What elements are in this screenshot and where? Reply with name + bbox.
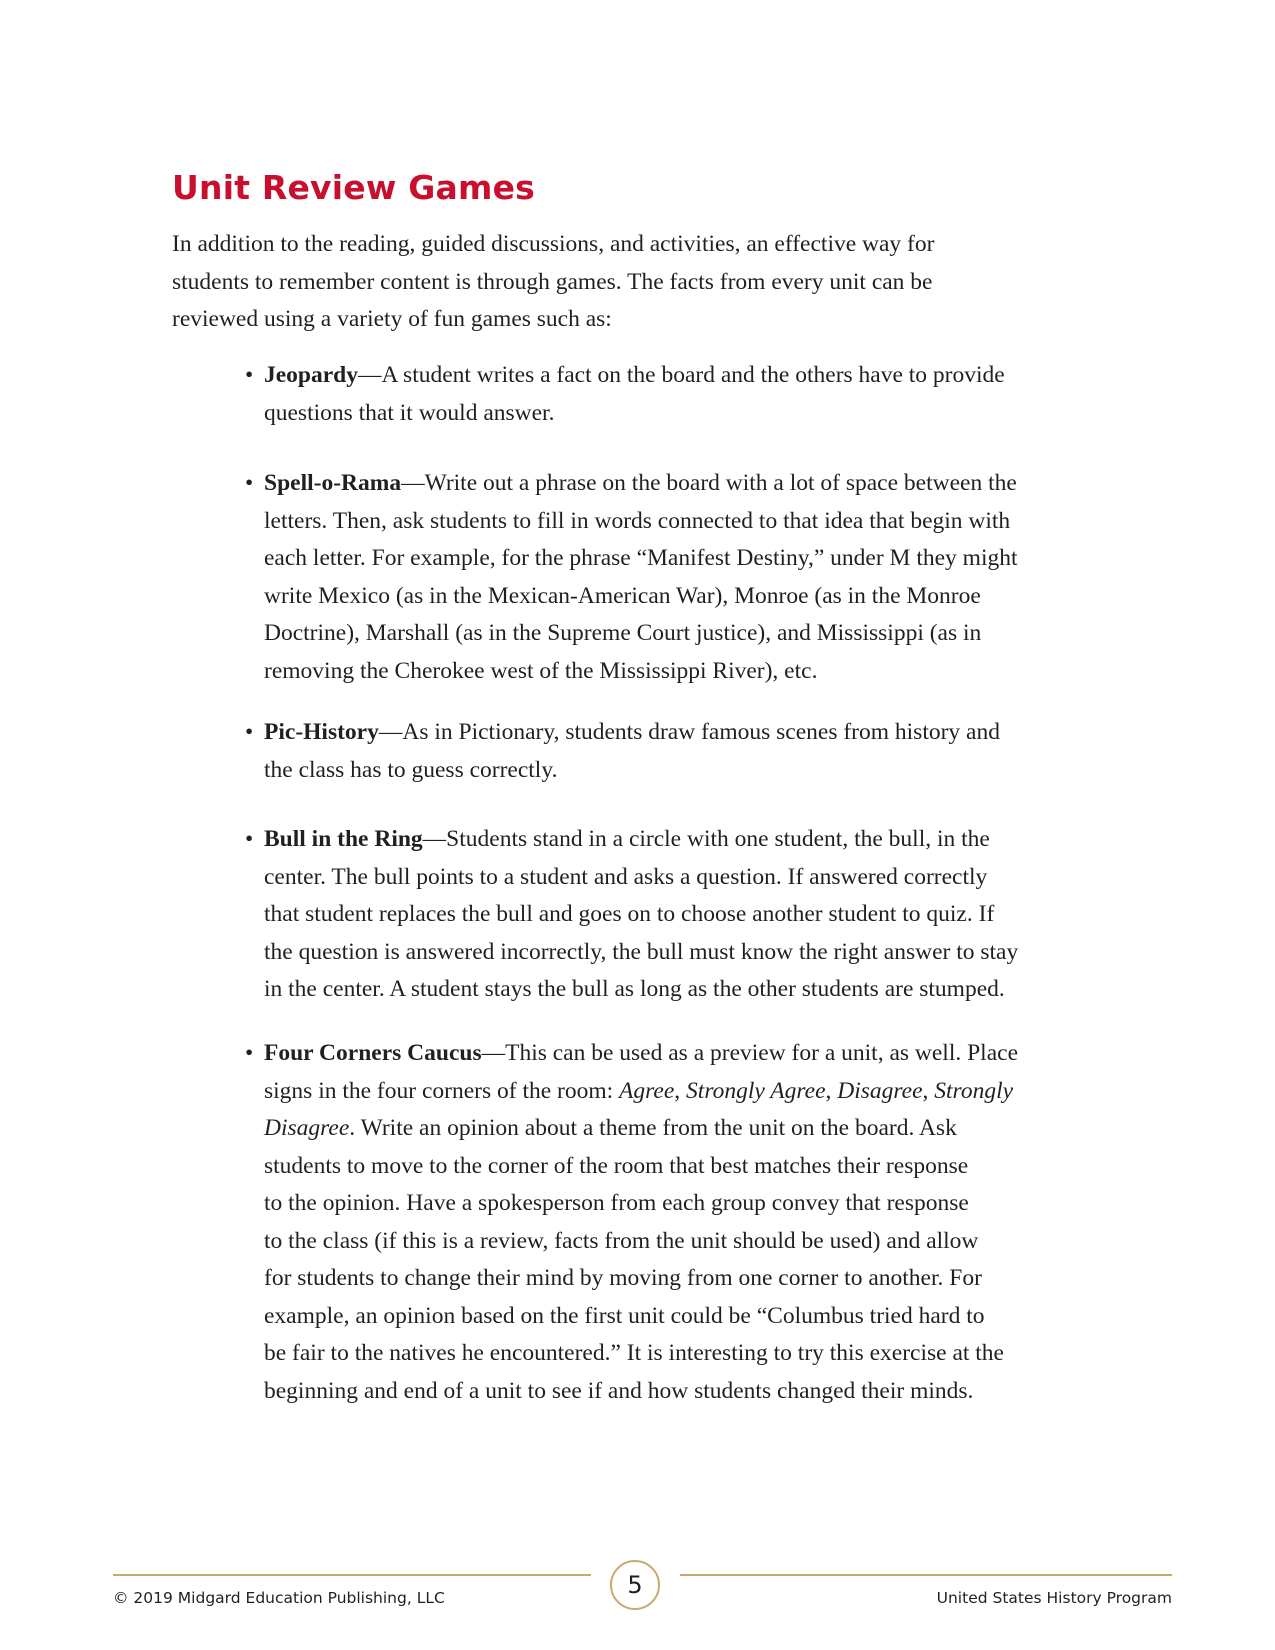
bullet: • [245,1040,254,1066]
game-line: be fair to the natives he encountered.” It is interesting to try this exercise at the [264,1340,1004,1366]
footer-program-title: United States History Program [936,1589,1172,1607]
page-number: 5 [610,1560,660,1610]
game-line: each letter. For example, for the phrase “Manifest Destiny,” under M they might [264,545,1018,571]
game-description [264,714,1125,789]
game-item-spell-o-rama [245,465,1125,690]
game-item-four-corners-caucus [245,1035,1125,1410]
game-name: Jeopardy [264,362,358,388]
footer-copyright: © 2019 Midgard Education Publishing, LLC [113,1589,445,1607]
game-line: beginning and end of a unit to see if and how students changed their minds. [264,1377,974,1404]
corner-sign: Disagree [837,1077,923,1104]
game-first-line [264,357,1125,395]
game-line: the class has to guess correctly. [264,756,558,783]
corner-sign: Strongly Agree [686,1077,826,1104]
corner-sign: Agree [619,1077,675,1104]
intro-line: reviewed using a variety of fun games such as: [172,306,612,332]
game-line: Doctrine), Marshall (as in the Supreme Court justice), and Mississippi (as in [264,620,982,646]
game-line: for students to change their mind by moving from one corner to another. For [264,1265,982,1291]
page-title: Unit Review Games [172,168,536,207]
game-description [264,465,1125,690]
game-line: write Mexico (as in the Mexican-American War), Monroe (as in the Monroe [264,582,981,609]
bullet: • [245,362,254,388]
game-name: Spell-o-Rama [264,470,402,496]
footer-divider-left [113,1574,591,1576]
game-description [264,357,1125,432]
game-line: center. The bull points to a student and asks a question. If answered correctly [264,863,988,890]
separator: , [825,1077,838,1104]
game-line: questions that it would answer. [264,399,555,426]
game-line: removing the Cherokee west of the Mississippi River), etc. [264,657,818,684]
game-item-bull-in-the-ring [245,821,1125,1009]
game-line: in the center. A student stays the bull as long as the other students are stumped. [264,976,1005,1002]
game-name: Pic-History [264,719,379,745]
game-name: Four Corners Caucus [264,1040,482,1066]
bullet: • [245,470,254,496]
intro-line: students to remember content is through games. The facts from every unit can be [172,268,933,295]
corner-sign: Strongly [934,1077,1014,1104]
game-text: —This can be used as a preview for a unit, as well. Place [481,1040,1018,1066]
game-line: to the class (if this is a review, facts from the unit should be used) and allow [264,1227,979,1254]
game-item-pic-history [245,714,1125,789]
game-first-line [264,1035,1125,1073]
game-text: signs in the four corners of the room: [264,1077,620,1104]
game-line: that student replaces the bull and goes on to choose another student to quiz. If [264,901,995,927]
game-description [264,821,1125,1009]
game-text: —Write out a phrase on the board with a lot of space between the [401,470,1017,496]
game-first-line [264,714,1125,752]
game-name: Bull in the Ring [264,826,423,852]
intro-paragraph [172,226,1072,339]
separator: , [674,1077,687,1104]
bullet: • [245,719,254,745]
game-line: example, an opinion based on the first unit could be “Columbus tried hard to [264,1302,985,1329]
game-text: . Write an opinion about a theme from the unit on the board. Ask [349,1115,957,1141]
footer-divider-right [680,1574,1172,1576]
game-line: letters. Then, ask students to fill in words connected to that idea that begin with [264,507,1011,534]
game-item-jeopardy [245,357,1125,432]
game-line: the question is answered incorrectly, the bull must know the right answer to stay [264,938,1019,965]
game-line [264,1110,1125,1148]
game-description [264,1035,1125,1410]
game-line: to the opinion. Have a spokesperson from each group convey that response [264,1190,969,1216]
game-first-line [264,465,1125,503]
corner-sign: Disagree [264,1115,350,1141]
intro-line: In addition to the reading, guided discussions, and activities, an effective way for [172,231,935,257]
game-text: —Students stand in a circle with one student, the bull, in the [422,826,990,852]
game-text: —A student writes a fact on the board and the others have to provide [358,362,1005,388]
separator: , [922,1077,935,1104]
game-text: —As in Pictionary, students draw famous scenes from history and [378,719,1000,745]
bullet: • [245,826,254,852]
game-line: students to move to the corner of the room that best matches their response [264,1152,969,1179]
game-first-line [264,821,1125,859]
game-line [264,1073,1125,1111]
